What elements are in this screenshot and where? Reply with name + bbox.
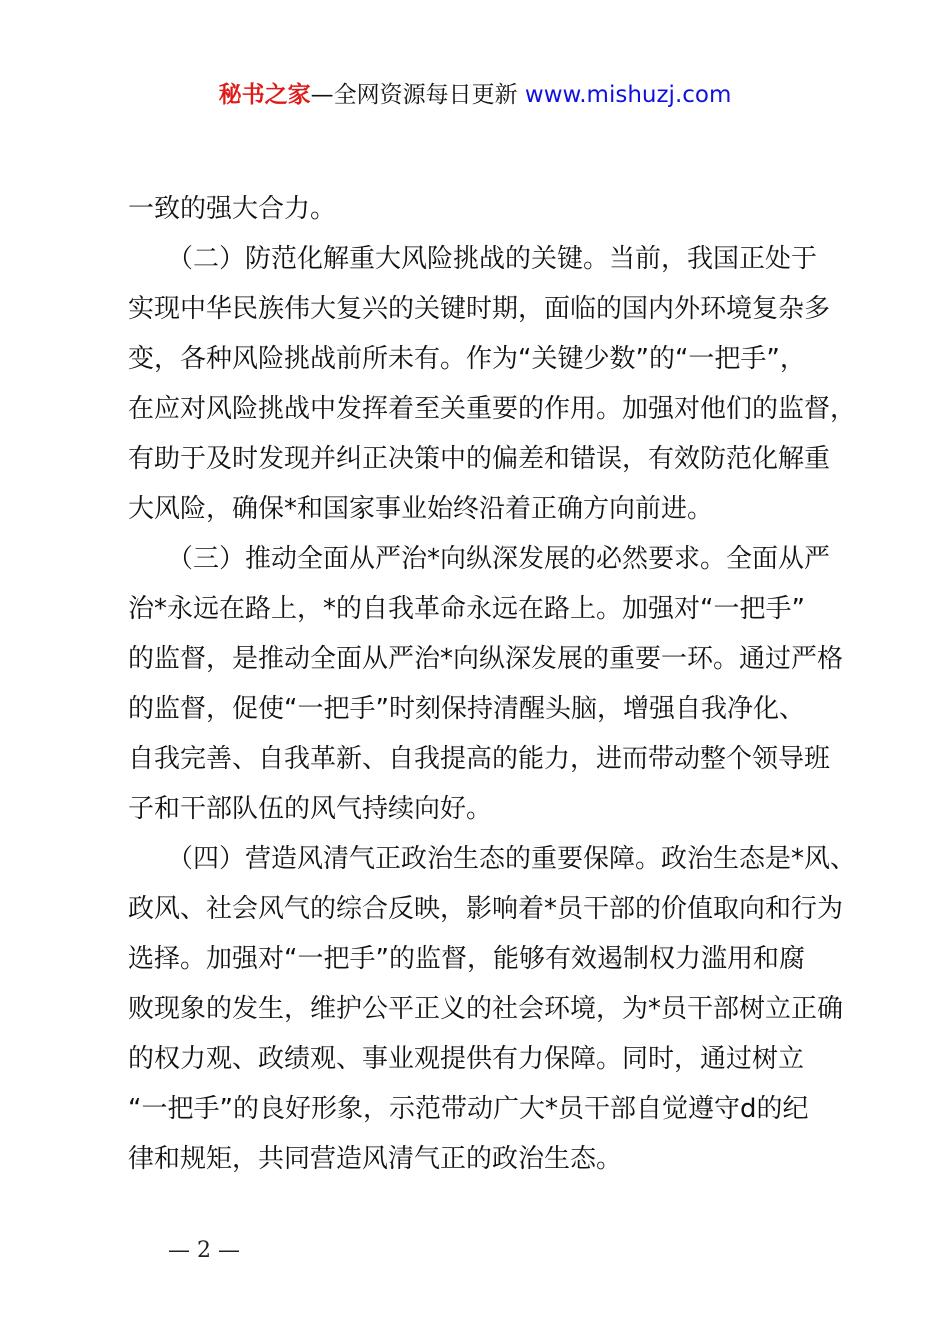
text-line: 有助于及时发现并纠正决策中的偏差和错误，有效防范化解重 xyxy=(128,444,831,474)
text-line: 的监督，是推动全面从严治*向纵深发展的重要一环。通过严格 xyxy=(128,644,844,674)
text-line: 在应对风险挑战中发挥着至关重要的作用。加强对他们的监督， xyxy=(128,394,857,424)
text-line: “一把手”的良好形象，示范带动广大*员干部自觉遵守d的纪 xyxy=(128,1094,809,1124)
text-line: 一致的强大合力。 xyxy=(128,194,337,224)
text-line: 的监督，促使“一把手”时刻保持清醒头脑，增强自我净化、 xyxy=(128,694,805,724)
text-line: 律和规矩，共同营造风清气正的政治生态。 xyxy=(128,1144,623,1174)
site-url-link[interactable]: www.mishuzj.com xyxy=(524,82,732,108)
text-line: 大风险，确保*和国家事业始终沿着正确方向前进。 xyxy=(128,494,714,524)
page-number: — 2 — xyxy=(168,1238,240,1263)
brand-name: 秘书之家 xyxy=(218,82,311,108)
document-body xyxy=(128,184,858,1184)
text-line: （三）推动全面从严治*向纵深发展的必然要求。全面从严 xyxy=(128,544,831,574)
header-slogan: —全网资源每日更新 xyxy=(310,82,525,108)
text-line: 政风、社会风气的综合反映，影响着*员干部的价值取向和行为 xyxy=(128,894,844,924)
site-header xyxy=(0,78,950,112)
text-line: 治*永远在路上，*的自我革命永远在路上。加强对“一把手” xyxy=(128,594,805,624)
text-line: 变，各种风险挑战前所未有。作为“关键少数”的“一把手”， xyxy=(128,344,806,374)
text-line: 实现中华民族伟大复兴的关键时期，面临的国内外环境复杂多 xyxy=(128,294,831,324)
text-line: 子和干部队伍的风气持续向好。 xyxy=(128,794,493,824)
text-line: 的权力观、政绩观、事业观提供有力保障。同时，通过树立 xyxy=(128,1044,805,1074)
text-line: 选择。加强对“一把手”的监督，能够有效遏制权力滥用和腐 xyxy=(128,944,805,974)
text-line: （二）防范化解重大风险挑战的关键。当前，我国正处于 xyxy=(128,244,818,274)
text-line: （四）营造风清气正政治生态的重要保障。政治生态是*风、 xyxy=(128,844,857,874)
text-line: 自我完善、自我革新、自我提高的能力，进而带动整个领导班 xyxy=(128,744,831,774)
text-line: 败现象的发生，维护公平正义的社会环境，为*员干部树立正确 xyxy=(128,994,844,1024)
